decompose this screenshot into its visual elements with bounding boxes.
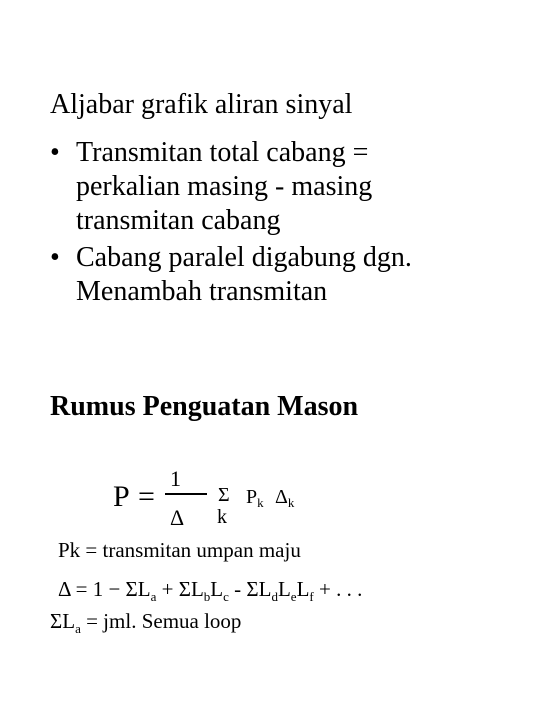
term-p-symbol: P xyxy=(246,486,258,508)
delta-part: + . . . xyxy=(313,577,363,601)
bullet-icon: • xyxy=(50,137,60,168)
formula-lhs: P xyxy=(113,480,130,513)
delta-part: L xyxy=(210,577,224,601)
bullet-line: Cabang paralel digabung dgn. xyxy=(76,242,412,273)
bullet-item-transmitan-total xyxy=(50,136,412,238)
formula-numerator: 1 xyxy=(170,466,181,491)
subscript: f xyxy=(309,589,314,604)
sum-la-prefix: ΣL xyxy=(50,609,76,633)
delta-part: - ΣL xyxy=(228,577,272,601)
delta-part: L xyxy=(277,577,291,601)
bullet-line: perkalian masing - masing xyxy=(76,171,373,202)
term-p-subscript: k xyxy=(257,495,264,510)
bullet-line: transmitan cabang xyxy=(76,205,281,236)
sum-la-definition xyxy=(50,608,241,642)
pk-definition: Pk = transmitan umpan maju xyxy=(58,538,301,562)
subscript: d xyxy=(271,589,278,604)
subscript: c xyxy=(223,589,229,604)
bullet-icon: • xyxy=(50,242,60,273)
bullet-line: Menambah transmitan xyxy=(76,276,328,307)
delta-lhs: Δ xyxy=(58,577,71,601)
formula-term-p xyxy=(246,486,264,511)
subscript: b xyxy=(203,589,211,604)
formula-denominator: Δ xyxy=(170,505,185,530)
sigma-symbol: Σ xyxy=(218,484,230,506)
fraction-bar xyxy=(165,493,207,495)
subscript: a xyxy=(150,589,157,604)
slide-title: Aljabar grafik aliran sinyal xyxy=(50,89,353,120)
section-heading: Rumus Penguatan Mason xyxy=(50,391,359,422)
bullet-list xyxy=(50,136,412,309)
delta-part: = 1 − ΣL xyxy=(75,577,151,601)
term-delta-symbol: Δ xyxy=(275,486,288,508)
formula-equals: = xyxy=(138,480,155,513)
sigma-index: k xyxy=(217,506,227,528)
bullet-item-cabang-paralel xyxy=(50,241,412,309)
delta-formula xyxy=(58,576,362,610)
delta-part: + ΣL xyxy=(156,577,204,601)
delta-part: L xyxy=(296,577,310,601)
formula-term-delta xyxy=(275,486,294,511)
subscript: e xyxy=(290,589,297,604)
sum-la-rest: = jml. Semua loop xyxy=(80,609,242,633)
bullet-line: Transmitan total cabang = xyxy=(76,137,369,168)
term-delta-subscript: k xyxy=(287,495,295,510)
subscript: a xyxy=(75,621,81,636)
